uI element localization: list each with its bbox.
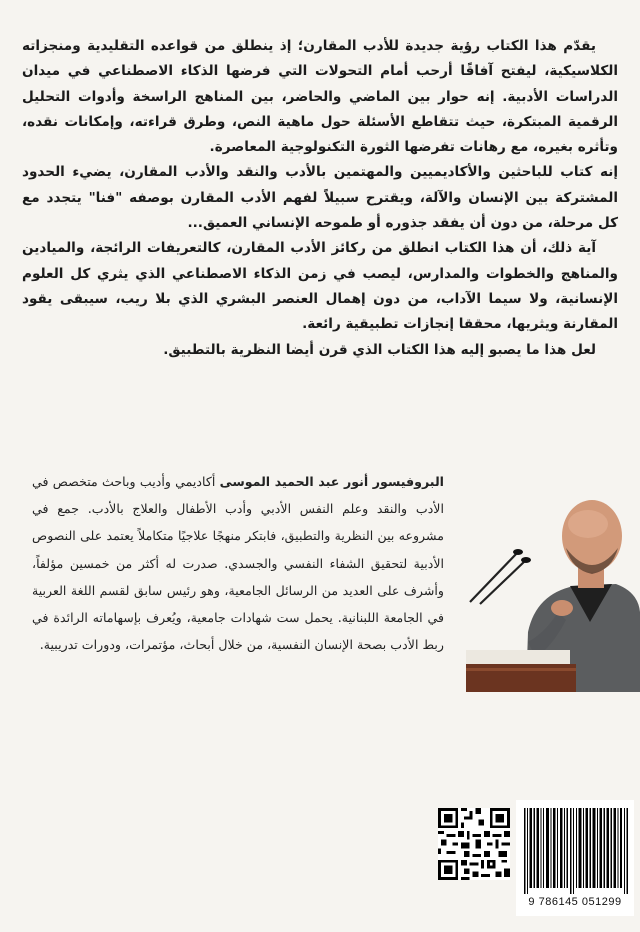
isbn-number: 9 786145 051299: [528, 896, 622, 908]
blurb-paragraph-3: آية ذلك، أن هذا الكتاب انطلق من ركائز الأدب المقارن، كالتعريفات الرائجة، والميادين والمناهج والخطوات والمدارس، ليصب في زمن الذكاء الاصطناعي الذي يثري كل العلوم الإنسانية، ولا سيما الآداب، من دون إهمال العنصر البشري الذي بلا ريب، سيبقى يقود المقارنة ويثريها، محققا إنجازات تطبيقية رائعة.: [22, 240, 618, 333]
author-name: البروفيسور أنور عبد الحميد الموسى: [219, 474, 444, 489]
isbn-barcode: [524, 808, 628, 894]
qr-code[interactable]: [438, 808, 510, 880]
back-cover-blurb: [22, 34, 618, 363]
author-photo: [466, 482, 640, 692]
blurb-paragraph-2: إنه كتاب للباحثين والأكاديميين والمهتمين بالأدب والنقد والأدب المقارن، يضيء الحدود المشتركة بين الإنسان والآلة، ويقترح سبيلاً لفهم الأدب المقارن بوصفه "فنا" يتجدد مع كل مرحلة، من دون أن يفقد جذوره أو طموحه الإنساني العميق...: [22, 164, 618, 232]
blurb-paragraph-4: لعل هذا ما يصبو إليه هذا الكتاب الذي قرن أيضا النظرية بالتطبيق.: [163, 341, 596, 358]
blurb-paragraph-1: يقدّم هذا الكتاب رؤية جديدة للأدب المقارن؛ إذ ينطلق من قواعده التقليدية ومنجزاته الكلاسيكية، ليفتح آفاقًا أرحب أمام التحولات التي فرضها الذكاء الاصطناعي في ميدان الدراسات الأدبية. إنه حوار بين الماضي والحاضر، بين المناهج الراسخة وأدوات التحليل الرقمية المبتكرة، حيث تتقاطع الأسئلة حول ماهية النص، وطرق قراءته، وإمكانات نقده، وتأثره بغيره، مع رهانات تفرضها الثورة التكنولوجية المعاصرة.: [22, 38, 618, 156]
author-bio-text: أكاديمي وأديب وباحث متخصص في الأدب والنقد وعلم النفس الأدبي وأدب الأطفال والعلاج بالأدب. جمع في مشروعه بين النظرية والتطبيق، فابتكر منهجًا علاجيًا متكاملاً يعتمد على النصوص الأدبية لتحقيق الشفاء النفسي والجسدي. صدرت له أكثر من خمسين مؤلفاً، وأشرف على العديد من الرسائل الجامعية، وهو رئيس سابق لقسم اللغة العربية في الجامعة اللبنانية. يحمل ست شهادات جامعية، ويُعرف بإسهاماته الرائدة في ربط الأدب بصحة الإنسان النفسية، من خلال أبحاث، مؤتمرات، ودورات تدريبية.: [32, 474, 444, 653]
author-bio: [32, 468, 444, 658]
